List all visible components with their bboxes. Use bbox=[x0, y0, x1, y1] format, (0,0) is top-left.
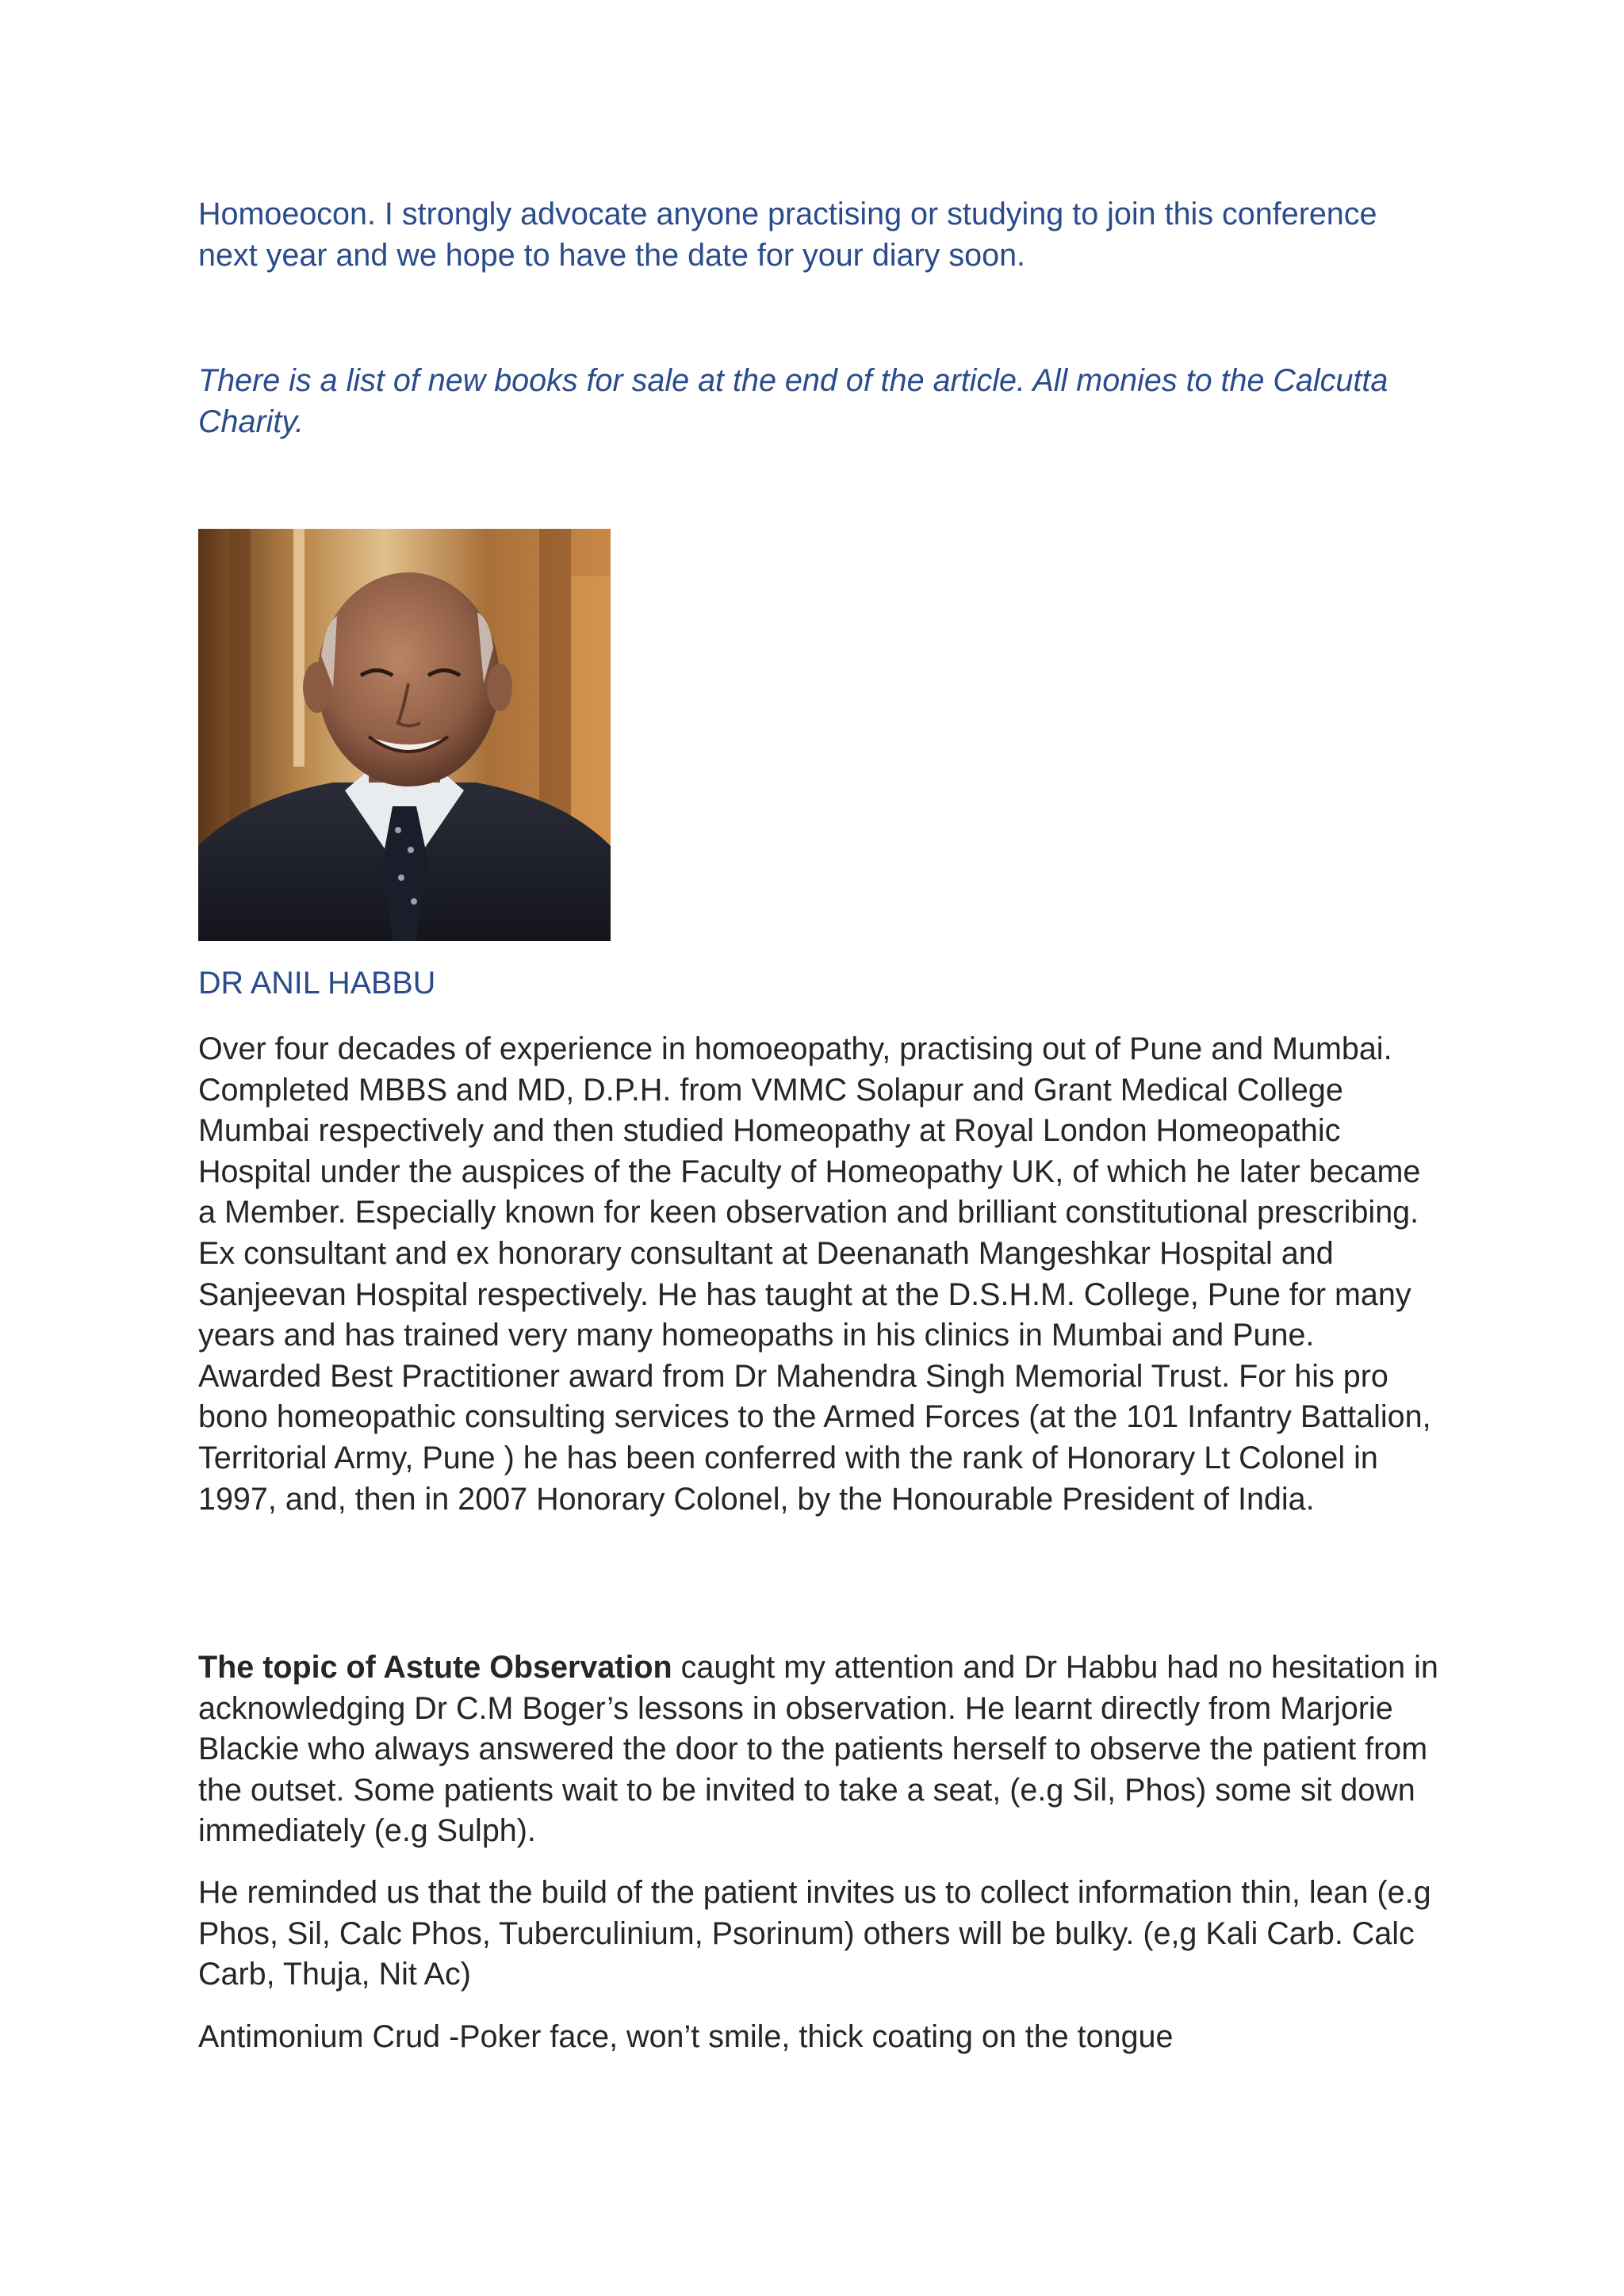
build-paragraph: He reminded us that the build of the patient invites us to collect information thin, lean (e.g Phos, Sil, Calc Phos, Tuberculinium, Psorinum) others will be bulky. (e,g Kali Carb. Calc Carb, Thuja, Nit Ac) bbox=[198, 1875, 1431, 1992]
topic-lead: The topic of Astute Observation bbox=[198, 1650, 672, 1685]
antimonium-paragraph: Antimonium Crud -Poker face, won’t smile, thick coating on the tongue bbox=[198, 2019, 1174, 2054]
speaker-name: DR ANIL HABBU bbox=[198, 966, 436, 1001]
speaker-bio: Over four decades of experience in homoeopathy, practising out of Pune and Mumbai. Completed MBBS and MD, D.P.H. from VMMC Solapur and Grant Medical College Mumbai respectively and then studied Homeopathy at Royal London Homeopathic Hospital under the auspices of the Faculty of Homeopathy UK, of which he later became a Member. Especially known for keen observation and brilliant constitutional prescribing. Ex consultant and ex honorary consultant at Deenanath Mangeshkar Hospital and Sanjeevan Hospital respectively. He has taught at the D.S.H.M. College, Pune for many years and has trained very many homeopaths in his clinics in Mumbai and Pune. Awarded Best Practitioner award from Dr Mahendra Singh Memorial Trust. For his pro bono homeopathic consulting services to the Armed Forces (at the 101 Infantry Battalion, Territorial Army, Pune ) he has been conferred with the rank of Honorary Lt Colonel in 1997, and, then in 2007 Honorary Colonel, by the Honourable President of India. bbox=[198, 1031, 1431, 1517]
charity-note: There is a list of new books for sale at the end of the article. All monies to the Calcutta Charity. bbox=[198, 363, 1388, 439]
speaker-portrait bbox=[198, 529, 611, 941]
topic-rest: caught my attention and Dr Habbu had no hesitation in acknowledging Dr C.M Boger’s lessons in observation. He learnt directly from Marjorie Blackie who always answered the door to the patients herself to observe the patient from the outset. Some patients wait to be invited to take a seat, (e.g Sil, Phos) some sit down immediately (e.g Sulph). bbox=[198, 1650, 1438, 1849]
intro-paragraph: Homoeocon. I strongly advocate anyone practising or studying to join this conference next year and we hope to have the date for your diary soon. bbox=[198, 197, 1377, 273]
topic-paragraph bbox=[198, 1647, 1443, 1852]
